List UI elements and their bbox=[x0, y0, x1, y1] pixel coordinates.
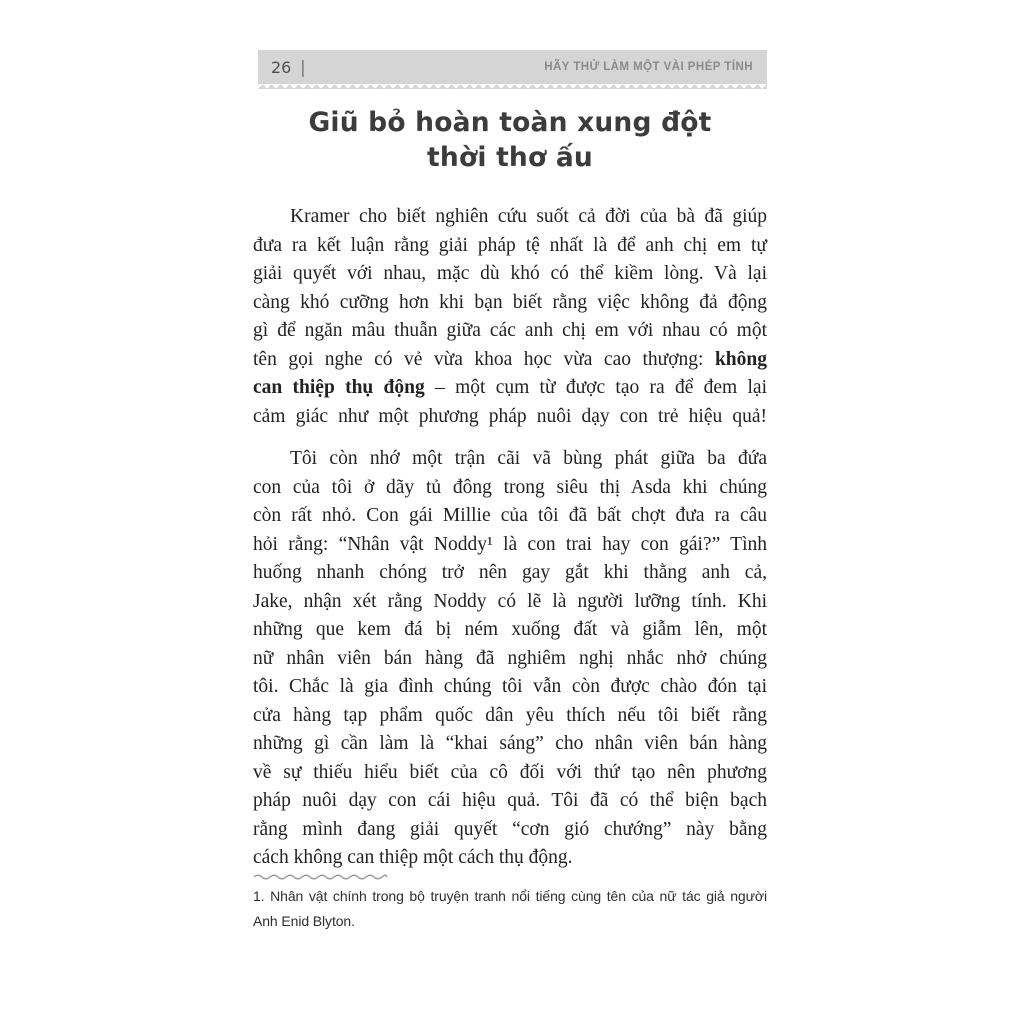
text-segment: giải quyết với nhau, mặc dù khó có thể kiềm lòng. Và lại bbox=[253, 263, 767, 284]
title-line-2: thời thơ ấu bbox=[427, 142, 593, 173]
text-segment: càng khó cưỡng hơn khi bạn biết rằng việc không đả động bbox=[253, 291, 767, 313]
text-line bbox=[253, 232, 767, 261]
running-title: HÃY THỬ LÀM MỘT VÀI PHÉP TÍNH bbox=[544, 61, 753, 73]
bold-text-segment: không bbox=[714, 348, 767, 370]
header-separator: | bbox=[300, 56, 306, 78]
page-number: 26 bbox=[271, 57, 292, 77]
text-line bbox=[253, 317, 767, 346]
text-line bbox=[253, 502, 767, 531]
page-number-group bbox=[271, 58, 305, 77]
text-line bbox=[253, 474, 767, 503]
text-line bbox=[253, 403, 767, 432]
text-line bbox=[253, 816, 767, 845]
text-segment: về sự thiếu hiểu biết của cô đối với thứ tạo nên phương bbox=[253, 761, 767, 783]
bold-text-segment: can thiệp thụ động bbox=[253, 377, 425, 398]
body-text bbox=[253, 203, 767, 887]
book-page bbox=[253, 0, 767, 1024]
text-line bbox=[253, 730, 767, 759]
text-segment: Kramer cho biết nghiên cứu suốt cả đời của bà đã giúp bbox=[290, 206, 767, 227]
text-segment: tôi. Chắc là gia đình chúng tôi vẫn còn được chào đón tại bbox=[253, 676, 767, 697]
text-segment: cửa hàng tạp phẩm quốc dân yêu thích nếu tôi biết rằng bbox=[253, 704, 767, 726]
text-segment: hỏi rằng: “Nhân vật Noddy¹ là con trai hay con gái?” Tình bbox=[253, 533, 767, 555]
title-line-1: Giũ bỏ hoàn toàn xung đột bbox=[308, 107, 712, 138]
text-line bbox=[253, 616, 767, 645]
text-line bbox=[253, 203, 767, 232]
text-line bbox=[253, 645, 767, 674]
text-segment: tên gọi nghe có vẻ vừa khoa học vừa cao thượng: bbox=[253, 348, 715, 370]
text-segment: Jake, nhận xét rằng Noddy có lẽ là người lưỡng tính. Khi bbox=[253, 590, 767, 612]
text-line bbox=[253, 260, 767, 289]
text-segment: – một cụm từ được tạo ra để đem lại bbox=[424, 377, 767, 398]
footnote-line: Anh Enid Blyton. bbox=[253, 913, 355, 929]
page-header-band bbox=[258, 50, 767, 84]
wavy-line-icon bbox=[253, 872, 388, 882]
footnote-divider bbox=[253, 872, 388, 882]
text-segment: rằng mình đang giải quyết “cơn gió chướng” này bằng bbox=[253, 818, 767, 840]
chapter-title bbox=[253, 105, 767, 175]
text-line bbox=[253, 374, 767, 403]
text-segment: cách không can thiệp một cách thụ động. bbox=[253, 847, 573, 868]
text-line bbox=[253, 289, 767, 318]
text-line bbox=[253, 702, 767, 731]
text-line bbox=[253, 445, 767, 474]
text-segment: còn rất nhỏ. Con gái Millie của tôi đã bất chợt đưa ra câu bbox=[253, 505, 767, 526]
text-segment: pháp nuôi dạy con cái hiệu quả. Tôi đã có thể biện bạch bbox=[253, 790, 767, 811]
text-segment: đưa ra kết luận rằng giải pháp tệ nhất là để anh chị em tự bbox=[253, 234, 767, 256]
text-segment: những que kem đá bị ném xuống đất và giẫm lên, một bbox=[253, 619, 767, 640]
text-segment: Tôi còn nhớ một trận cãi vã bùng phát giữa ba đứa bbox=[290, 448, 767, 469]
text-segment: cảm giác như một phương pháp nuôi dạy con trẻ hiệu quả! bbox=[253, 405, 767, 427]
paragraph bbox=[253, 445, 767, 873]
text-segment: gì để ngăn mâu thuẫn giữa các anh chị em với nhau có một bbox=[253, 320, 767, 341]
paragraph bbox=[253, 203, 767, 431]
text-segment: con của tôi ở dãy tủ đông trong siêu thị Asda khi chúng bbox=[253, 476, 767, 498]
footnote bbox=[253, 884, 767, 934]
text-line bbox=[253, 787, 767, 816]
footnote-line: 1. Nhân vật chính trong bộ truyện tranh nổi tiếng cùng tên của nữ tác giả người bbox=[253, 888, 767, 904]
text-segment: huống nhanh chóng trở nên gay gắt khi thằng anh cả, bbox=[253, 562, 767, 583]
text-line bbox=[253, 531, 767, 560]
text-segment: nữ nhân viên bán hàng đã nghiêm nghị nhắc nhở chúng bbox=[253, 647, 767, 669]
text-line bbox=[253, 346, 767, 375]
text-segment: những gì cần làm là “khai sáng” cho nhân viên bán hàng bbox=[253, 733, 767, 754]
text-line bbox=[253, 759, 767, 788]
text-line bbox=[253, 588, 767, 617]
text-line bbox=[253, 844, 767, 873]
text-line bbox=[253, 559, 767, 588]
text-line bbox=[253, 673, 767, 702]
